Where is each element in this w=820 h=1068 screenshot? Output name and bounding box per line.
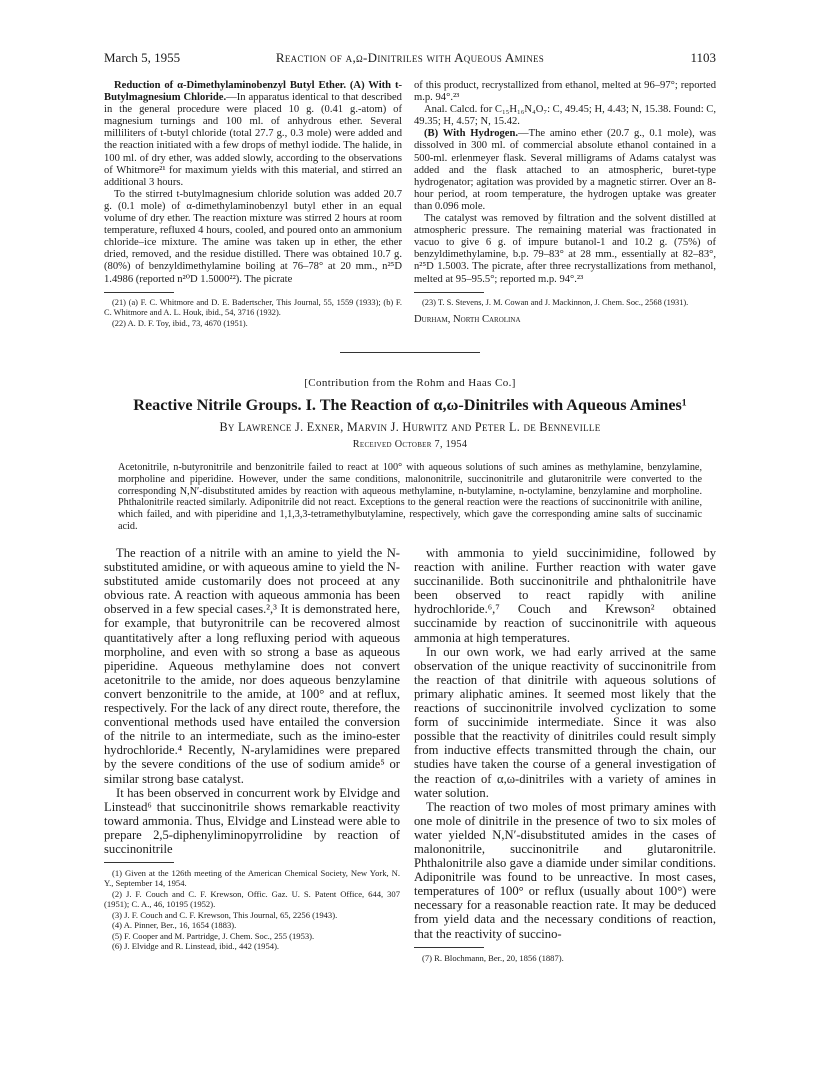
reduction-paragraph-a [104,80,402,189]
paragraph-body: —The amino ether (20.7 g., 0.1 mole), was dissolved in 300 ml. of commercial absolute ethanol contained in a 500-ml. erlenmeyer flask. Several milligrams of Adams catalyst was added and the flask attached to an atmospheric, buret-type hydrogenator; agitation was provided by a magnetic stirrer. Over an 8-hour period, at room temperature, the hydrogen uptake was greater than 0.096 mole. [414,128,716,212]
main-right-column [414,546,716,963]
footnote-rule [414,292,484,293]
running-header [104,50,716,68]
footnote-rule [104,862,174,863]
reduction-paragraph-b [414,128,716,213]
footnote-3: (3) J. F. Couch and C. F. Krewson, This Journal, 65, 2256 (1943). [112,909,338,920]
catalyst-paragraph: The catalyst was removed by filtration and the solvent distilled at atmospheric pressure. The remaining material was fractionated in vacuo to give 6 g. of impure butanol-1 and 10.2 g. (75%) of benzyldimethylamine, b.p. 79–83° at 28 mm., essentially at 82–83°, n²⁵D 1.5003. The picrate, after three recrystallizations from methanol, melted at 95–95.5°; reported m.p. 94°.²³ [414,213,716,285]
footnote-22: (22) A. D. F. Toy, ibid., 73, 4670 (1951). [112,318,248,328]
grignard-paragraph: To the stirred t-butylmagnesium chloride solution was added 20.7 g. (0.1 mole) of α-dimethylaminobenzyl butyl ether in an equal volume of dry ether. The reaction mixture was stirred 2 hours at room temperature, refluxed 4 hours, cooled, and poured onto an ammonium chloride–ice mixture. The amine was taken up in ether, the ether dried, removed, and the residue distilled. There was obtained 10.7 g. (80%) of benzyldimethylamine boiling at 76–78° at 20 mm., n²⁵D 1.4986 (reported n²⁰D 1.5000²²). The picrate [104,188,402,285]
top-left-column [104,80,402,329]
header-page-number: 1103 [690,50,716,65]
footnote-4: (4) A. Pinner, Ber., 16, 1654 (1883). [112,920,237,931]
analysis-line: Anal. Calcd. for C₁₅H₁₆N₄O₇: C, 49.45; H, 4.43; N, 15.38. Found: C, 49.35; H, 4.57; N, 15.42. [414,104,717,128]
article-title: Reactive Nitrile Groups. I. The Reaction of α,ω-Dinitriles with Aqueous Amines¹ [133,396,687,414]
intro-paragraph-3: with ammonia to yield succinimidine, followed by reaction with aniline. Further reaction with water gave succinanilide. Both succinonitrile and phthalonitrile have been observed to react rapidly with aniline hydrochloride.⁶,⁷ Couch and Krewson² obtained succinamide by reaction of succinonitrile with aqueous ammonia at high temperatures. [414,546,716,645]
article-authors: By Lawrence J. Exner, Marvin J. Hurwitz and Peter L. de Benneville [219,420,601,434]
footnote-7: (7) R. Blochmann, Ber., 20, 1856 (1887). [422,952,564,963]
footnote-rule [414,947,484,948]
intro-paragraph-5: The reaction of two moles of most primary amines with one mole of dinitrile in the presence of two to six moles of water yielded N,N′-disubstituted amides in the cases of malononitrile, succinonitrile and glutaronitrile. Phthalonitrile also gave a diamide under similar conditions. Adiponitrile was found to be unreactive. In most cases, temperatures of 100° or reflux (usually about 100°) were necessary for a reasonable reaction rate. It may be deduced from yield data and the necessary conditions of reaction, that the reactivity of succino- [414,799,716,941]
footnote-2: (2) J. F. Couch and C. F. Krewson, Offic. Gaz. U. S. Patent Office, 644, 307 (1951); C. A., 46, 10195 (1952). [104,888,400,910]
intro-paragraph-2: It has been observed in concurrent work by Elvidge and Linstead⁶ that succinonitrile shows remarkable reactivity toward ammonia. Thus, Elvidge and Linstead were able to prepare 2,5-diphenyliminopyrrolidine by reaction of succinonitrile [104,785,400,856]
section-heading-b: (B) With Hydrogen. [424,128,519,140]
main-left-column [104,546,400,951]
article-divider [340,352,480,353]
affiliation: Durham, North Carolina [414,314,521,326]
contribution-line: [Contribution from the Rohm and Haas Co.] [304,377,516,389]
received-date: Received October 7, 1954 [352,439,468,450]
intro-paragraph-1: The reaction of a nitrile with an amine to yield the N-substituted amidine, or with aqueous amine to yield the N-substituted amide customarily does not proceed at any obvious rate. A reaction with aqueous ammonia has been observed in a few special cases.²,³ It is demonstrated here, for example, that butyronitrile can be recovered almost quantitatively after a long refluxing period with aqueous morpholine, and even with so strong a base as aqueous piperidine. Aqueous methylamine does not convert acetonitrile to the amide, nor does aqueous benzylamine convert benzonitrile to the amide, at 100° and at reflux, respectively. For the lack of any direct route, therefore, the conventional methods used have entailed the conversion of the nitrile to an intermediate, such as the imino-ester hydrochloride.⁴ Recently, N-arylamidines were prepared by the severe conditions of the use of sodium amide⁵ or similar strong base catalyst. [104,546,400,786]
paragraph-body: —In apparatus identical to that described in the general procedure were placed 10 g. (0.41 g.-atom) of magnesium turnings and 100 ml. of anhydrous ether. Several milliliters of t-butyl chloride (total 27.7 g., 0.3 mole) were added and the reaction initiated with a few drops of methyl iodide. The halide, in 100 ml. of dry ether, was added slowly, according to the observations of Whitmore²¹ for maximum yields with this material, and stirred an additional 3 hours. [104,92,402,188]
footnote-21: (21) (a) F. C. Whitmore and D. E. Badertscher, This Journal, 55, 1559 (1933); (b) F. C. Whitmore and A. L. Houk, ibid., 54, 3716 (1932). [104,297,402,318]
footnote-23: (23) T. S. Stevens, J. M. Cowan and J. Mackinnon, J. Chem. Soc., 2568 (1931). [422,297,689,307]
footnote-5: (5) F. Cooper and M. Partridge, J. Chem. Soc., 255 (1953). [112,930,315,941]
footnote-6: (6) J. Elvidge and R. Linstead, ibid., 442 (1954). [112,940,280,951]
intro-paragraph-4: In our own work, we had early arrived at the same observation of the unique reactivity of succinonitrile from the reaction of that dinitrile with aqueous solutions of primary aliphatic amines. It seemed most likely that the reactions of succinonitrile involved cyclization to some form of succinimide intermediate. Since it was also possible that the reactivity of dinitriles could result simply from inductive effects transmitted through the chain, our studies have taken the course of a general investigation of the reaction of α,ω-dinitriles with a variety of amines in water solution. [414,644,716,800]
section-heading-a: Reduction of α-Dimethylaminobenzyl Butyl Ether. (A) With t-Butylmagnesium Chloride. [104,80,402,104]
footnote-rule [104,292,174,293]
top-right-column [414,80,716,326]
footnote-1: (1) Given at the 126th meeting of the American Chemical Society, New York, N. Y., September 14, 1954. [104,868,400,889]
abstract: Acetonitrile, n-butyronitrile and benzonitrile failed to react at 100° with aqueous solutions of such amines as methylamine, benzylamine, morpholine and piperidine. However, under the same conditions, malononitrile, succinonitrile and glutaronitrile were converted to the corresponding N,N′-disubstituted amides by reaction with aqueous methylamine, n-butylamine, n-octylamine, benzylamine and morpholine. Phthalonitrile reacted similarly. Adiponitrile did not react. Exceptions to the general reaction were the reactions of succinonitrile with aniline, which failed, and with piperidine and 1,1,3,3-tetramethylbutylamine, respectively, which gave the corresponding amine salts of succinamic acid. [118,462,702,532]
header-running-title: Reaction of α,ω-Dinitriles with Aqueous Amines [275,50,545,65]
header-date: March 5, 1955 [104,50,181,65]
picrate-paragraph: of this product, recrystallized from ethanol, melted at 96–97°; reported m.p. 94°.²³ [414,80,716,104]
